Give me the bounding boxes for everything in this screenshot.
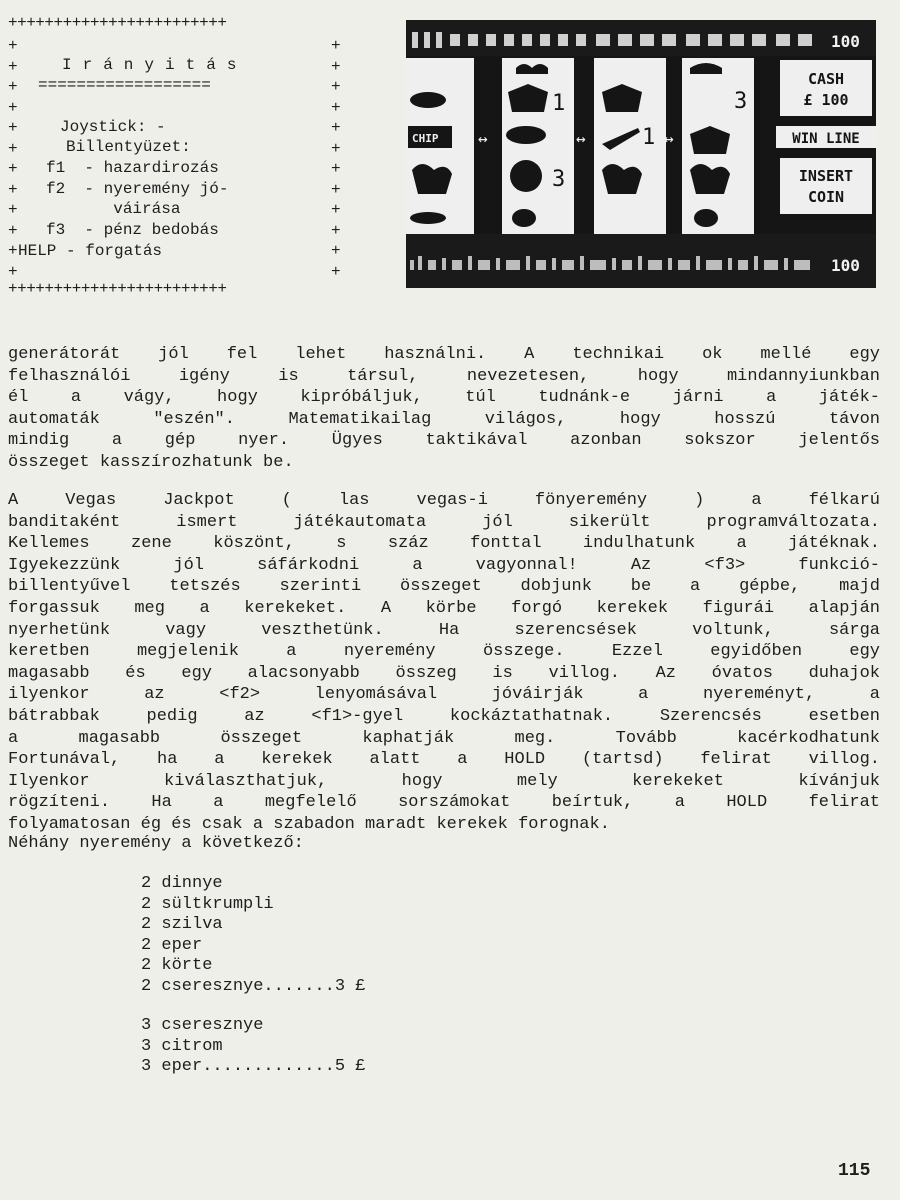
reel-symbol-lemon [506, 126, 546, 144]
text-line: folyamatosan ég és csak a szabadon maradt kerekek forognak. [8, 814, 610, 834]
text-line: generátorát jól fel lehet használni. A technikai ok mellé egy [8, 345, 880, 364]
controls-box [8, 14, 343, 296]
text-line: él a vágy, hogy kipróbáljuk, túl tudnánk-e járni a játék- [8, 388, 880, 408]
text-line: forgassuk meg a kerekeket. A körbe forgó kerekek figurái alapján [8, 598, 880, 618]
prize-item: 3 citrom [141, 1036, 223, 1056]
page-number: 115 [838, 1161, 871, 1181]
prize-item: 2 eper [141, 935, 203, 955]
box-left-border: + + + + + + + + + + + + [8, 37, 18, 281]
paragraph-prizes-intro [8, 833, 880, 855]
controls-title-underline: ================== [38, 76, 211, 94]
text-line: Kellemes zene köszönt, s száz fonttal indulhatunk a játéknak. [8, 534, 880, 554]
text-line: felhasználói igény is társul, nevezetesen, hogy mindannyiunkban [8, 366, 880, 386]
text-line: Igyekezzünk jól sáfárkodni a vagyonnal! Az <f3> funkció- [8, 555, 880, 575]
text-line: rögzíteni. Ha a megfelelő sorszámokat beírtuk, a HOLD felirat [8, 793, 880, 813]
insert-coin-line1: INSERT [798, 167, 854, 185]
controls-title: Irányitás [62, 56, 248, 74]
arrow-right-icon: ↔ [664, 129, 674, 148]
reel-number-2: 1 [552, 91, 566, 116]
win-line-label: WIN LINE [792, 131, 860, 147]
text-line: nyerhetünk vagy veszthetünk. Ha szerencsések voltunk, sárga [8, 620, 880, 640]
paragraph-intro [8, 344, 880, 474]
prize-item: 3 cseresznye [141, 1016, 264, 1035]
prize-item: 2 dinnye [141, 874, 223, 893]
prize-list-two-symbols [141, 874, 365, 997]
cash-value: £ 100 [803, 91, 849, 109]
text-line: automaták "eszén". Matematikailag világos, hogy hosszú távon [8, 409, 880, 429]
bottom-counter: 100 [831, 256, 860, 275]
reel-symbol-cherry [412, 164, 452, 194]
controls-line-f2: f2 - nyeremény jó- [46, 180, 229, 198]
controls-line-joystick: Joystick: - [60, 118, 166, 136]
text-line: bátrabbak pedig az <f1>-gyel kockáztathatnak. Szerencsés esetben [8, 706, 880, 726]
cash-label: CASH [807, 70, 845, 88]
paragraph-description [8, 490, 880, 836]
reel-number-1: 1 [452, 205, 466, 230]
text-line: A Vegas Jackpot ( las vegas-i fönyeremény ) a félkarú [8, 491, 880, 510]
reel-number-5: 3 [734, 89, 748, 114]
reel-symbol-melon [410, 92, 446, 108]
prize-item: 2 szilva [141, 915, 223, 934]
top-counter: 100 [831, 32, 860, 51]
prize-list-three-symbols [141, 1016, 365, 1078]
controls-line-f2-cont: váirása [46, 200, 181, 218]
text-line: Fortunával, ha a kerekek alatt a HOLD (tartsd) felirat villog. [8, 750, 880, 770]
text-line: Néhány nyeremény a következő: [8, 834, 304, 853]
arrow-left-icon: ↔ [478, 129, 488, 148]
text-line: összeget kasszírozhatunk be. [8, 452, 294, 472]
reel-2 [502, 58, 574, 234]
text-line: banditaként ismert játékautomata jól sikerült programváltozata. [8, 512, 880, 532]
arrow-middle-icon: ↔ [576, 129, 586, 148]
box-top-border: ++++++++++++++++++++++++ [8, 14, 227, 32]
line-number-middle: 1 [642, 125, 656, 150]
controls-line-help: HELP - forgatás [18, 242, 163, 260]
game-screenshot [406, 20, 876, 288]
chip-label: CHIP [412, 132, 439, 145]
insert-coin-line2: COIN [807, 188, 845, 206]
text-line: Ilyenkor kiválaszthatjuk, hogy mely kerekeket kívánjuk [8, 771, 880, 791]
reel-symbol-apple [510, 160, 542, 192]
line-number-left: 3 [454, 125, 468, 150]
text-line: ilyenkor az <f2> lenyomásával jóváirják a nyereményt, a [8, 685, 880, 705]
text-line: mindig a gép nyer. Ügyes taktikával azonban sokszor jelentős [8, 431, 880, 451]
controls-line-f1: f1 - hazardirozás [46, 159, 219, 177]
prize-item: 2 sültkrumpli [141, 894, 274, 914]
prize-item: 2 körte [141, 956, 213, 975]
controls-line-keyboard: Billentyüzet: [66, 138, 191, 156]
reel-number-3: 3 [552, 167, 566, 192]
text-line: a magasabb összeget kaphatják meg. Tovább kacérkodhatunk [8, 728, 880, 748]
prize-item: 2 cseresznye.......3 £ [141, 976, 366, 996]
prize-item: 3 eper.............5 £ [141, 1057, 366, 1076]
text-line: magasabb és egy alacsonyabb összeg is villog. Az óvatos duhajok [8, 663, 880, 683]
text-line: billentyűvel tetszés szerinti összeget dobjunk be a gépbe, majd [8, 577, 880, 597]
controls-line-f3: f3 - pénz bedobás [46, 221, 219, 239]
box-right-border: + + + + + + + + + + + + [331, 37, 341, 281]
text-line: keretben megjelenik a nyeremény összege. Ezzel egyidőben egy [8, 642, 880, 662]
box-bottom-border: ++++++++++++++++++++++++ [8, 280, 227, 298]
